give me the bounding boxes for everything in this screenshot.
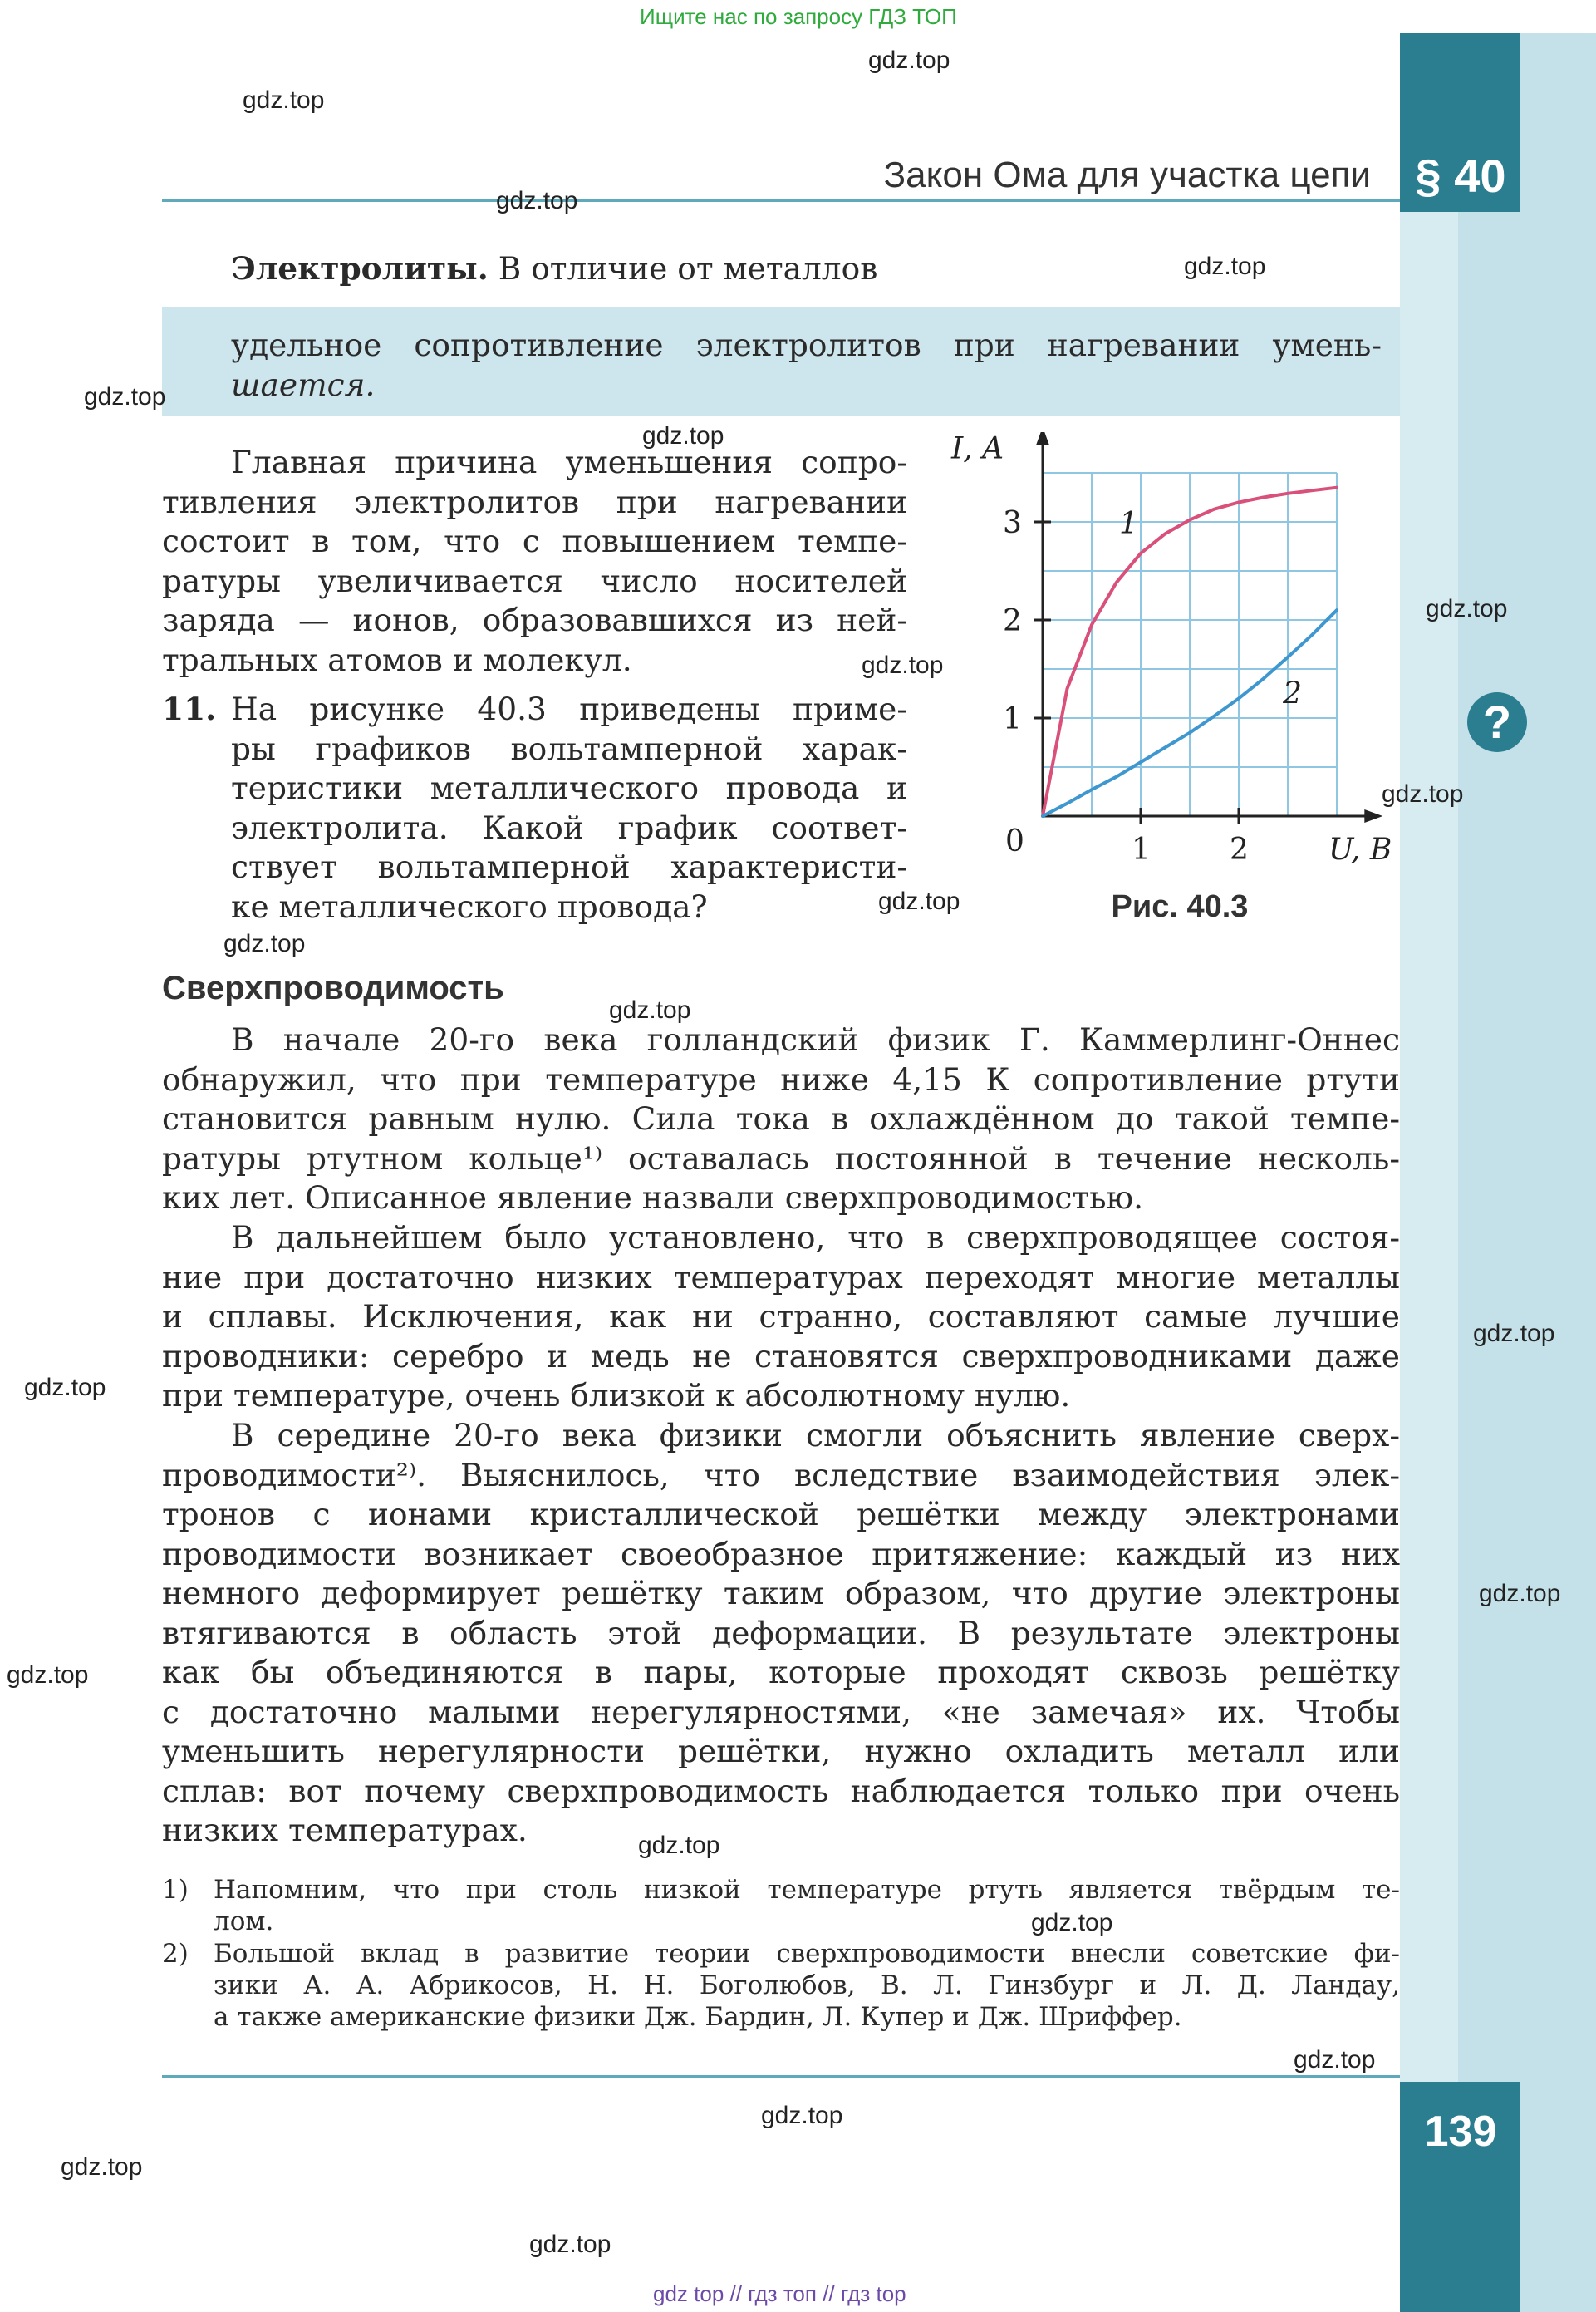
text-line: В начале 20-го века голландский физик Г. Каммерлинг-Оннес [231,1021,1400,1058]
reason-paragraph [162,443,907,680]
text-line: В середине 20-го века физики смогли объяснить явление сверх- [231,1417,1400,1454]
section-label: § 40 [1415,150,1506,202]
top-notice: Ищите нас по запросу ГДЗ ТОП [640,4,957,29]
y-axis-label: I, A [951,432,1004,466]
chart-grid [1043,473,1337,816]
text-line: Главная причина уменьшения сопро- [231,444,907,480]
text-line: лом. [214,1906,274,1936]
text-line: с достаточно малыми нерегулярностями, «не замечая» их. Чтобы [162,1693,1400,1730]
text-line: теристики металлического провода и [231,770,907,806]
text-line: тивления электролитов при нагревании [162,483,907,520]
text-line: проводники: серебро и медь не становятся сверхпроводниками даже [162,1337,1400,1375]
series-label-2: 2 [1283,676,1303,711]
text-line: Напомним, что при столь низкой температуре ртуть является твёрдым те- [214,1875,1400,1905]
x-tick-label: 0 [1005,824,1024,858]
watermark: gdz.top [223,930,306,957]
text-line: проводимости возникает своеобразное притяжение: каждый из них [162,1535,1400,1572]
watermark: gdz.top [1426,595,1508,622]
text-line: ры графиков вольтамперной харак- [231,730,907,767]
chart-axes [1034,432,1382,824]
x-axis-label: U, B [1328,833,1392,867]
page-number: 139 [1424,2108,1497,2156]
text-line: ние при достаточно низких температурах переходят многие металлы [162,1258,1400,1296]
watermark: gdz.top [496,187,578,214]
text-line: сплав: вот почему сверхпроводимость наблюдается только при очень [162,1772,1400,1809]
watermark: gdz.top [61,2153,143,2181]
superconductivity-p3 [162,1416,1400,1851]
text-line: ратуры ртутном кольце¹⁾ оставалась постоянной в течение несколь- [162,1139,1400,1177]
text-line: тральных атомов и молекул. [162,641,632,678]
text-line: втягиваются в область этой деформации. В результате электроны [162,1614,1400,1651]
electrolytes-heading: Электролиты. [231,250,489,287]
watermark: gdz.top [1479,1580,1561,1607]
series-label-1: 1 [1119,507,1138,542]
text-line: уменьшить нерегулярности решётки, нужно охладить металл или [162,1733,1400,1769]
text-line: низких температурах. [162,1812,528,1848]
watermark: gdz.top [1382,780,1464,808]
text-line: электролита. Какой график соответ- [231,809,907,846]
x-tick-label: 2 [1230,833,1249,867]
page-title: Закон Ома для участка цепи [883,155,1371,195]
chart-labels [950,432,1392,867]
watermark: gdz.top [1294,2046,1376,2073]
watermark: gdz.top [243,86,325,114]
y-tick-label: 2 [1003,604,1022,638]
watermark: gdz.top [529,2231,611,2258]
text-line: удельное сопротивление электролитов при нагревании умень- [231,327,1382,363]
text-line: как бы объединяются в пары, которые проходят сквозь решётку [162,1654,1400,1690]
electrolytes-definition [231,326,1382,405]
footnote-mark: 1) [162,1875,189,1905]
text-line: становится равным нулю. Сила тока в охлаждённом до такой темпе- [162,1100,1400,1137]
x-axis-arrow [1364,809,1382,823]
text-line: и сплавы. Исключения, как ни странно, составляют самые лучшие [162,1298,1400,1335]
text-line: состоит в том, что с повышением темпе- [162,523,907,559]
footnote-1 [214,1874,1400,1937]
superconductivity-p1 [162,1021,1400,1218]
watermark: gdz.top [761,2102,843,2129]
watermark: gdz.top [1473,1320,1555,1347]
watermark: gdz.top [862,652,944,679]
text-line: зики А. А. Абрикосов, Н. Н. Боголюбов, В. Л. Гинзбург и Л. Д. Ландау, [214,1970,1400,2000]
text-line: обнаружил, что при температуре ниже 4,15 К сопротивление ртути [162,1060,1400,1098]
superconductivity-p2 [162,1218,1400,1416]
text-line: тронов с ионами кристаллической решётки между электронами [162,1496,1400,1532]
watermark: gdz.top [1031,1909,1113,1936]
footer-rule [162,2075,1400,2078]
text-line: а также американские физики Дж. Бардин, Л. Купер и Дж. Шриффер. [214,2002,1182,2032]
footnote-mark: 2) [162,1939,189,1969]
watermark: gdz.top [609,996,691,1024]
footnote-2 [214,1938,1400,2033]
task-number: 11. [162,691,217,727]
header-rule [162,199,1400,202]
text-line: На рисунке 40.3 приведены приме- [231,691,907,727]
y-axis-arrow [1036,432,1049,445]
watermark: gdz.top [638,1832,720,1859]
section-heading: Сверхпроводимость [162,970,504,1006]
watermark: gdz.top [1184,253,1266,280]
question-icon: ? [1467,692,1527,752]
y-tick-label: 1 [1003,702,1022,736]
text-line: немного деформирует решётку таким образом, что другие электроны [162,1575,1400,1611]
bottom-notice: gdz top // гдз топ // гдз top [653,2281,906,2306]
text-line: шается. [231,366,376,403]
text-line: заряда — ионов, образовавшихся из ней- [162,602,907,638]
watermark: gdz.top [642,422,724,450]
y-tick-label: 3 [1003,506,1022,540]
text-line: проводимости²⁾. Выяснилось, что вследствие взаимодействия элек- [162,1456,1400,1493]
text-line: ствует вольтамперной характеристи- [231,849,907,885]
text-line: Большой вклад в развитие теории сверхпроводимости внесли советские фи- [214,1939,1400,1969]
x-tick-label: 1 [1132,833,1151,867]
iv-chart [939,432,1404,931]
side-strip [1458,33,1596,2312]
task-text [231,690,907,927]
watermark: gdz.top [868,47,950,74]
watermark: gdz.top [24,1374,106,1401]
text-line: ке металлического провода? [231,888,708,925]
text-line: ких лет. Описанное явление назвали сверхпроводимостью. [162,1179,1144,1216]
figure-caption: Рис. 40.3 [1111,889,1249,924]
watermark: gdz.top [7,1661,89,1689]
watermark: gdz.top [878,888,960,915]
text-line: при температуре, очень близкой к абсолютному нулю. [162,1377,1071,1414]
text-line: ратуры увеличивается число носителей [162,562,907,599]
watermark: gdz.top [84,383,166,411]
text-line: В дальнейшем было установлено, что в сверхпроводящее состоя- [231,1219,1400,1256]
electrolytes-line: В отличие от металлов [498,250,878,287]
